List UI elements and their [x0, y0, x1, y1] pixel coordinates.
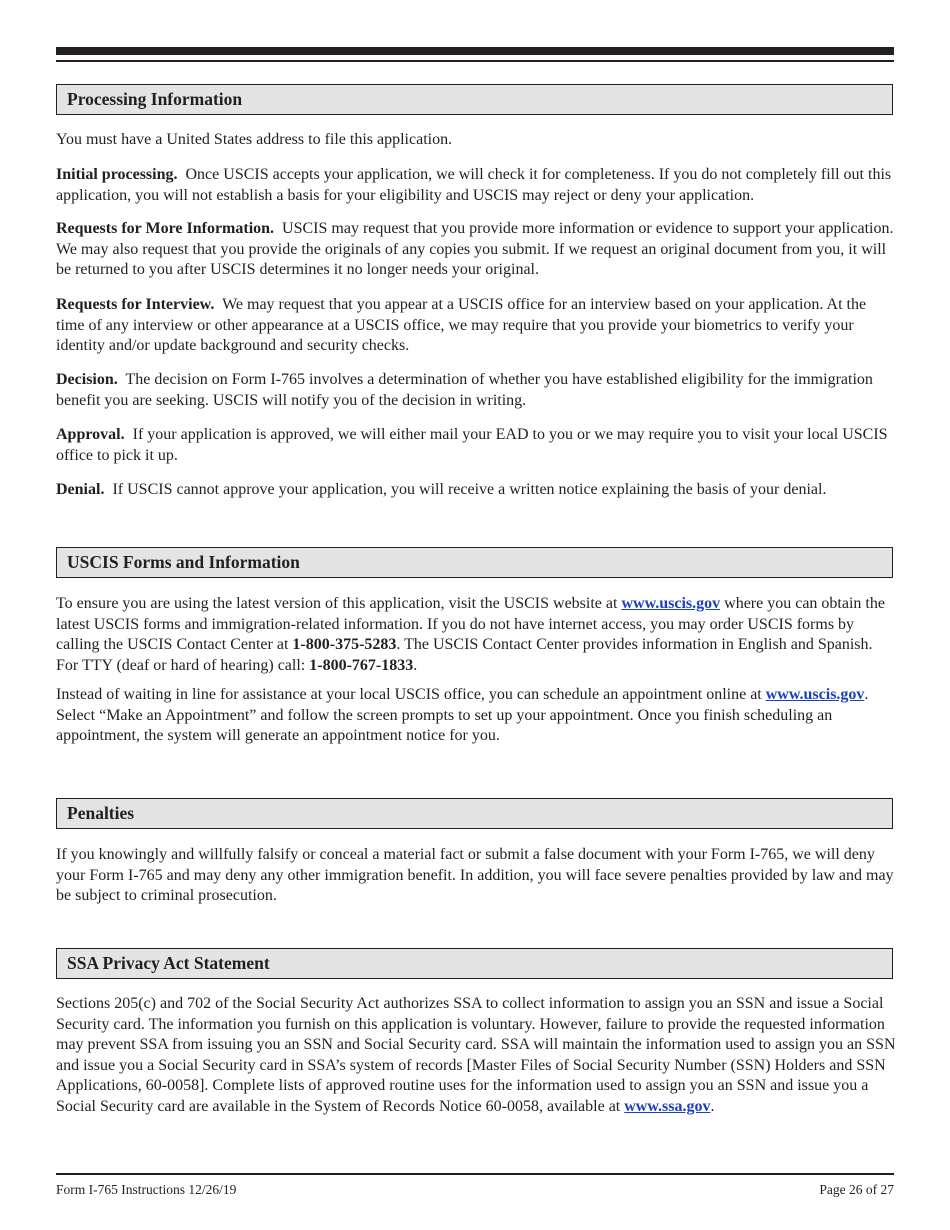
top-rule-thin: [56, 60, 894, 62]
tty-phone: 1-800-767-1833: [309, 656, 414, 674]
paragraph-text: We may request that you appear at a USCIS office for an interview based on your application. At the time of any interview or other appearance at a USCIS office, we may require that you provide your biometrics to verify your identity and/or update background and security checks.: [56, 296, 867, 355]
initial-processing-paragraph: [56, 165, 896, 206]
paragraph-label: Requests for Interview.: [56, 296, 215, 313]
paragraph-label: Initial processing.: [56, 166, 178, 183]
paragraph-text: If your application is approved, we will either mail your EAD to you or we may require you to visit your local USCIS office to pick it up.: [56, 426, 888, 464]
text-run: where you can obtain the latest USCIS forms and immigration-related information. If you do not have internet access, you may order USCIS forms by calling the USCIS Contact Center at: [56, 595, 885, 654]
text-run: . Select “Make an Appointment” and follow the screen prompts to set up your appointment. Once you finish scheduling an appointment, the system will generate an appointment notice for you.: [56, 686, 869, 745]
paragraph-label: Decision.: [56, 371, 118, 388]
section-title: USCIS Forms and Information: [67, 552, 300, 572]
uscis-website-link[interactable]: www.uscis.gov: [765, 686, 865, 703]
more-info-paragraph: [56, 219, 896, 281]
paragraph-label: Denial.: [56, 481, 105, 498]
uscis-website-link[interactable]: www.uscis.gov: [621, 595, 721, 612]
section-header-ssa: [56, 948, 893, 979]
forms-paragraph-2: [56, 685, 896, 747]
text-run: Instead of waiting in line for assistance at your local USCIS office, you can schedule an appointment online at: [56, 686, 766, 703]
contact-center-phone: 1-800-375-5283: [292, 636, 397, 654]
text-run: To ensure you are using the latest version of this application, visit the USCIS website at: [56, 595, 622, 612]
paragraph-text: USCIS may request that you provide more information or evidence to support your application. We may also request that you provide the originals of any copies you submit. If we request an original document from you, it will be returned to you after USCIS determines it no longer needs your original.: [56, 220, 894, 279]
footer-rule: [56, 1173, 894, 1175]
text-run: .: [710, 1097, 715, 1115]
top-rule-thick: [56, 47, 894, 55]
section-title: Processing Information: [67, 89, 243, 109]
approval-paragraph: [56, 425, 896, 466]
paragraph-label: Requests for More Information.: [56, 220, 275, 237]
text-run: . The USCIS Contact Center provides information in English and Spanish. For TTY (deaf or hard of hearing) call:: [56, 636, 873, 674]
section-header-processing: [56, 84, 893, 115]
ssa-paragraph: [56, 994, 896, 1118]
processing-intro: You must have a United States address to file this application.: [56, 131, 453, 148]
paragraph-text: If USCIS cannot approve your application, you will receive a written notice explaining the basis of your denial.: [112, 481, 827, 498]
section-header-forms: [56, 547, 893, 578]
decision-paragraph: [56, 370, 896, 411]
penalties-paragraph: If you knowingly and willfully falsify or conceal a material fact or submit a false document with your Form I-765, we will deny your Form I-765 and may deny any other immigration benefit. In addition, you will face severe penalties provided by law and may be subject to criminal prosecution.: [56, 846, 894, 905]
text-run: .: [413, 656, 418, 674]
section-header-penalties: [56, 798, 893, 829]
interview-paragraph: [56, 295, 896, 357]
footer-page-number: Page 26 of 27: [819, 1182, 894, 1197]
paragraph-text: Once USCIS accepts your application, we will check it for completeness. If you do not completely fill out this application, you will not establish a basis for your eligibility and USCIS may reject or deny your application.: [56, 166, 892, 204]
ssa-website-link[interactable]: www.ssa.gov: [624, 1097, 711, 1115]
section-title: Penalties: [67, 803, 135, 823]
section-title: SSA Privacy Act Statement: [67, 953, 270, 973]
denial-paragraph: [56, 480, 896, 501]
footer-form-info: Form I-765 Instructions 12/26/19: [56, 1182, 237, 1197]
paragraph-label: Approval.: [56, 426, 125, 443]
forms-paragraph-1: [56, 594, 896, 676]
text-run: Sections 205(c) and 702 of the Social Security Act authorizes SSA to collect information to assign you an SSN and issue a Social Security card. The information you furnish on this application is voluntary. However, failure to provide the requested information may prevent SSA from issuing you an SSN and Social Security card. SSA will maintain the information used to assign you an SSN and issue you a Social Security card in SSA’s system of records [Master Files of Social Security Number (SSN) Holders and SSN Applications, 60-0058]. Complete lists of approved routine uses for the information used to assign you an SSN and issue you a Social Security card are available in the System of Records Notice 60-0058, available at: [56, 995, 896, 1115]
paragraph-text: The decision on Form I-765 involves a determination of whether you have established eligibility for the immigration benefit you are seeking. USCIS will notify you of the decision in writing.: [56, 371, 873, 409]
